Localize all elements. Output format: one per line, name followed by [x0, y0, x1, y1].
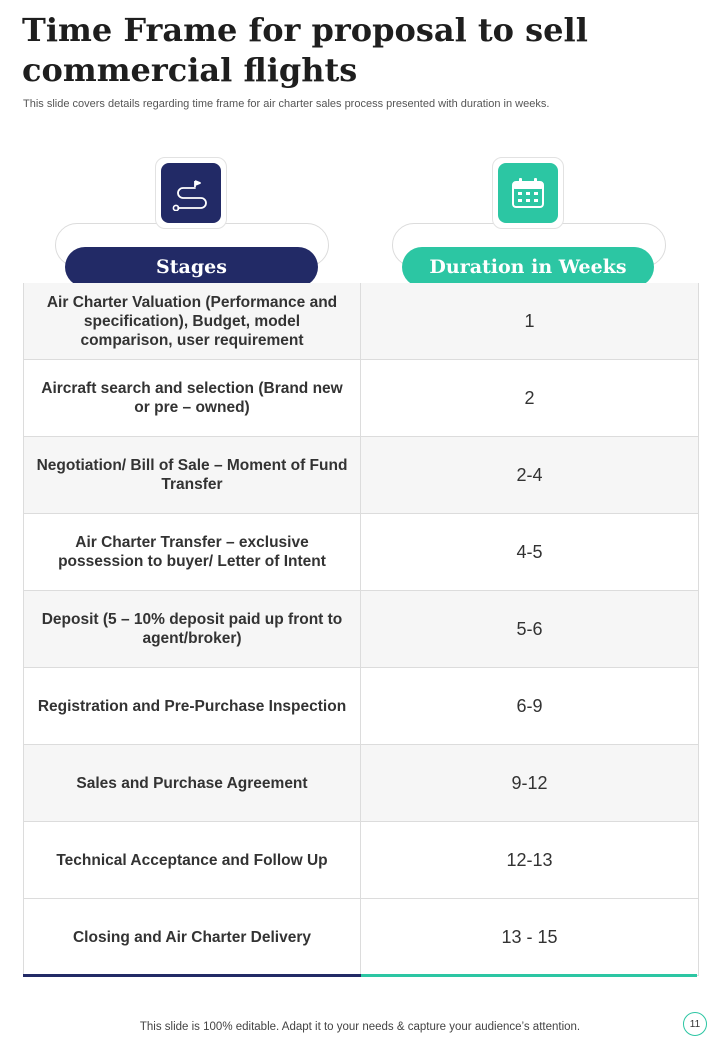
stage-cell: Technical Acceptance and Follow Up [24, 822, 361, 898]
duration-cell: 12-13 [506, 849, 553, 870]
stage-cell: Air Charter Transfer – exclusive possession to buyer/ Letter of Intent [24, 514, 361, 590]
table-row [24, 668, 698, 745]
page-number: 11 [689, 1018, 701, 1030]
stages-header [65, 247, 318, 287]
stage-cell: Deposit (5 – 10% deposit paid up front to agent/broker) [24, 591, 361, 667]
stage-cell: Registration and Pre-Purchase Inspection [24, 668, 361, 744]
stage-cell: Sales and Purchase Agreement [24, 745, 361, 821]
duration-cell: 2 [524, 387, 535, 408]
route-flag-icon [169, 175, 213, 211]
duration-cell: 4-5 [516, 541, 543, 562]
table-row [24, 899, 698, 976]
table-row [24, 360, 698, 437]
timeframe-table [23, 283, 699, 976]
calendar-icon [510, 176, 546, 210]
duration-header [402, 247, 654, 287]
page-subtitle: This slide covers details regarding time frame for air charter sales process presented with duration in weeks. [23, 98, 550, 110]
stage-cell: Closing and Air Charter Delivery [24, 899, 361, 975]
stages-accent-bar [23, 974, 361, 977]
duration-cell: 1 [524, 310, 535, 331]
table-row [24, 514, 698, 591]
stages-icon-box [155, 157, 227, 229]
table-row [24, 745, 698, 822]
table-row [24, 283, 698, 360]
footer-note: This slide is 100% editable. Adapt it to your needs & capture your audience’s attention. [139, 1021, 581, 1033]
stage-cell: Air Charter Valuation (Performance and specification), Budget, model comparison, user requirement [24, 283, 361, 359]
table-row [24, 437, 698, 514]
duration-icon-tile [498, 163, 558, 223]
table-row [24, 591, 698, 668]
stages-icon-tile [161, 163, 221, 223]
duration-cell: 6-9 [516, 695, 543, 716]
duration-cell: 5-6 [516, 618, 543, 639]
stages-header-label: Stages [156, 256, 227, 278]
duration-cell: 13 - 15 [501, 926, 558, 947]
duration-header-label: Duration in Weeks [429, 256, 627, 278]
duration-cell: 2-4 [516, 464, 543, 485]
duration-accent-bar [361, 974, 697, 977]
page-number-badge [683, 1012, 707, 1036]
duration-cell: 9-12 [511, 772, 548, 793]
duration-icon-box [492, 157, 564, 229]
table-row [24, 822, 698, 899]
page-title: Time Frame for proposal to sell commercial flights [22, 11, 588, 89]
stage-cell: Negotiation/ Bill of Sale – Moment of Fund Transfer [24, 437, 361, 513]
stage-cell: Aircraft search and selection (Brand new or pre – owned) [24, 360, 361, 436]
